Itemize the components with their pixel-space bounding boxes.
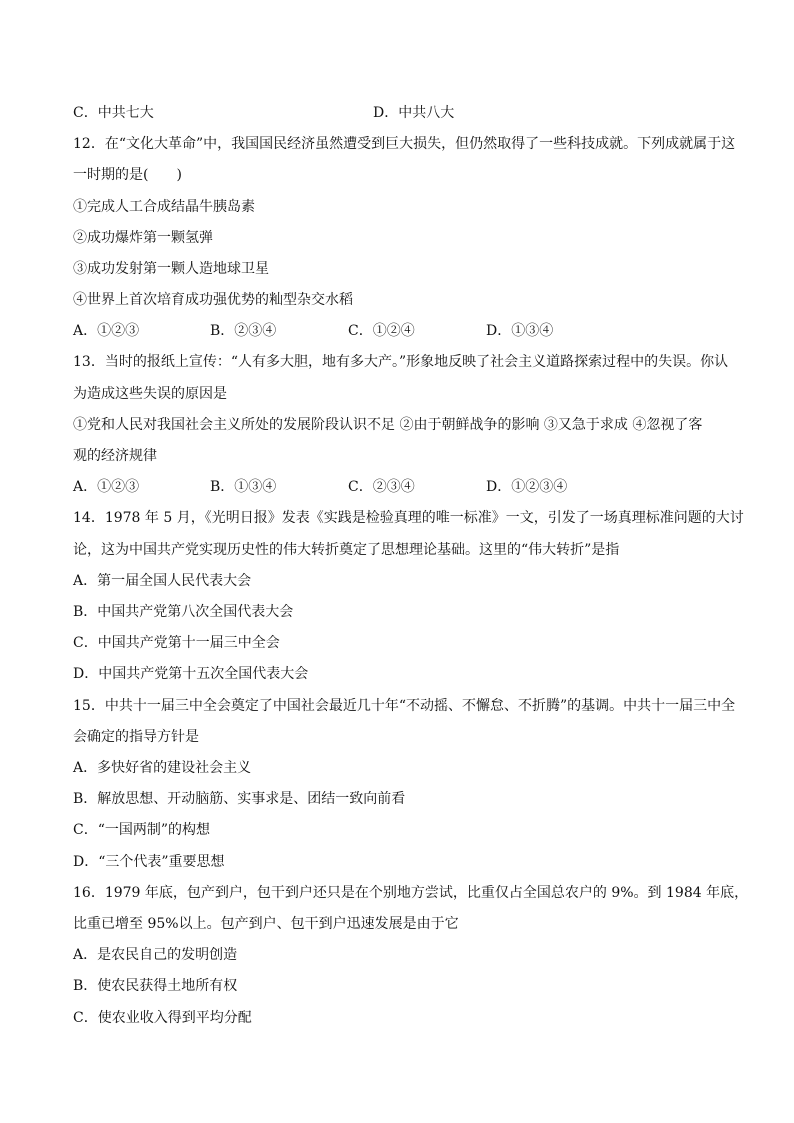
q14-option-c: C．中国共产党第十一届三中全会 (73, 635, 280, 651)
q13-option-c: C．②③④ (348, 479, 415, 495)
q12-item-1: ①完成人工合成结晶牛胰岛素 (73, 199, 255, 215)
q16-stem-line1: 16．1979 年底，包产到户，包干到户还只是在个别地方尝试，比重仅占全国总农户的 9%。到 1984 年底， (73, 885, 749, 901)
q14-option-d: D．中国共产党第十五次全国代表大会 (73, 666, 309, 682)
q13-stem-line1: 13．当时的报纸上宣传：“人有多大胆，地有多大产。”形象地反映了社会主义道路探索过程中的失误。你认 (73, 354, 729, 370)
q12-item-2: ②成功爆炸第一颗氢弹 (73, 230, 213, 246)
q16-stem-line2: 比重已增至 95%以上。包产到户、包干到户迅速发展是由于它 (73, 916, 459, 932)
q12-stem-line2: 一时期的是( ) (73, 167, 182, 183)
q12-option-d: D．①③④ (486, 323, 554, 339)
q15-option-d: D．“三个代表”重要思想 (73, 854, 225, 870)
q12-option-c: C．①②④ (348, 323, 415, 339)
q12-stem-line1: 12．在“文化大革命”中，我国国民经济虽然遭受到巨大损失，但仍然取得了一些科技成就。下列成就属于这 (73, 136, 736, 152)
q12-item-3: ③成功发射第一颗人造地球卫星 (73, 261, 269, 277)
q15-stem-line1: 15．中共十一届三中全会奠定了中国社会最近几十年“不动摇、不懈怠、不折腾”的基调。中共十一届三中全 (73, 698, 736, 714)
q13-items-line1: ①党和人民对我国社会主义所处的发展阶段认识不足 ②由于朝鲜战争的影响 ③又急于求成 ④忽视了客 (73, 417, 703, 433)
q13-option-a: A．①②③ (73, 479, 140, 495)
q15-option-a: A．多快好省的建设社会主义 (73, 760, 252, 776)
q14-stem-line2: 论，这为中国共产党实现历史性的伟大转折奠定了思想理论基础。这里的“伟大转折”是指 (73, 542, 620, 558)
q12-item-4: ④世界上首次培育成功强优势的籼型杂交水稻 (73, 292, 353, 308)
q13-options (73, 477, 733, 497)
q15-option-b: B．解放思想、开动脑筋、实事求是、团结一致向前看 (73, 791, 406, 807)
q12-option-b: B．②③④ (210, 323, 277, 339)
q13-option-d: D．①②③④ (486, 479, 568, 495)
q13-option-b: B．①③④ (210, 479, 277, 495)
q13-stem-line2: 为造成这些失误的原因是 (73, 386, 227, 402)
q12-option-a: A．①②③ (73, 323, 140, 339)
q16-option-b: B．使农民获得土地所有权 (73, 978, 238, 994)
q12-options (73, 321, 733, 341)
q16-option-a: A．是农民自己的发明创造 (73, 947, 238, 963)
q11-option-c: C．中共七大 (73, 105, 154, 121)
q11-options-cd (73, 103, 733, 123)
q15-option-c: C．“一国两制”的构想 (73, 822, 211, 838)
q16-option-c: C．使农业收入得到平均分配 (73, 1010, 252, 1026)
q14-stem-line1: 14．1978 年 5 月，《光明日报》发表《实践是检验真理的唯一标准》一文，引发了一场真理标准问题的大讨 (73, 510, 744, 526)
q14-option-b: B．中国共产党第八次全国代表大会 (73, 604, 294, 620)
q13-items-line2: 观的经济规律 (73, 448, 157, 464)
q15-stem-line2: 会确定的指导方针是 (73, 729, 199, 745)
q14-option-a: A．第一届全国人民代表大会 (73, 573, 252, 589)
q11-option-d: D．中共八大 (373, 105, 455, 121)
